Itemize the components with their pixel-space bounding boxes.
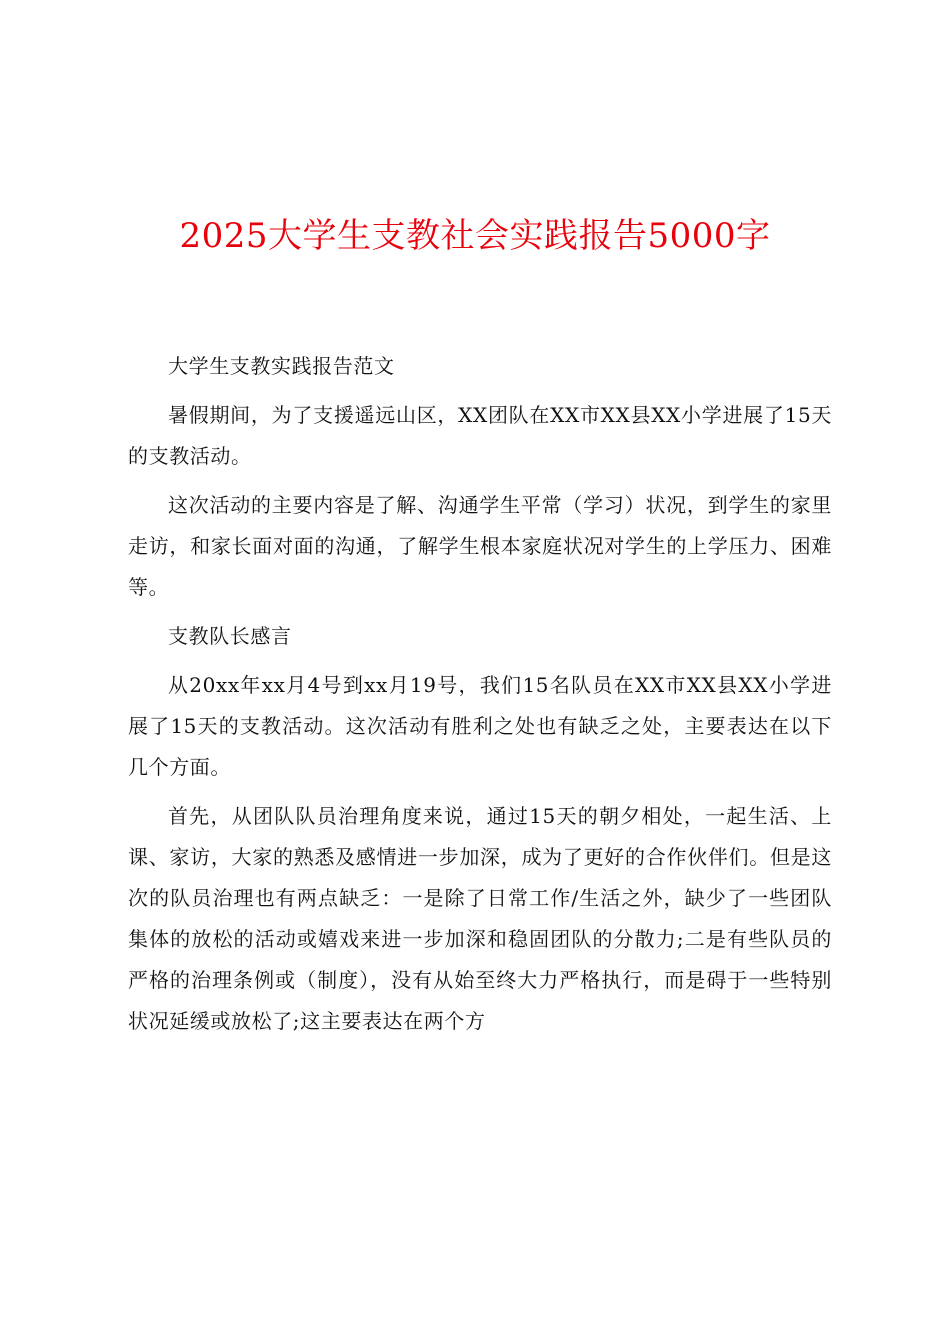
paragraph: 从20xx年xx月4号到xx月19号，我们15名队员在XX市XX县XX小学进展了15天的支教活动。这次活动有胜利之处也有缺乏之处，主要表达在以下几个方面。 bbox=[128, 673, 832, 779]
paragraph: 大学生支教实践报告范文 bbox=[168, 354, 395, 378]
document-body bbox=[128, 346, 832, 1050]
paragraph: 支教队长感言 bbox=[168, 624, 292, 648]
paragraph: 首先，从团队队员治理角度来说，通过15天的朝夕相处，一起生活、上课、家访，大家的熟悉及感情进一步加深，成为了更好的合作伙伴们。但是这次的队员治理也有两点缺乏：一是除了日常工作/生活之外，缺少了一些团队集体的放松的活动或嬉戏来进一步加深和稳固团队的分散力;二是有些队员的严格的治理条例或（制度），没有从始至终大力严格执行，而是碍于一些特别状况延缓或放松了;这主要表达在两个方 bbox=[128, 804, 832, 1033]
document-title: 2025大学生支教社会实践报告5000字 bbox=[179, 216, 771, 256]
paragraph: 暑假期间，为了支援遥远山区，XX团队在XX市XX县XX小学进展了15天的支教活动。 bbox=[128, 403, 832, 468]
paragraph: 这次活动的主要内容是了解、沟通学生平常（学习）状况，到学生的家里走访，和家长面对面的沟通，了解学生根本家庭状况对学生的上学压力、困难等。 bbox=[128, 493, 832, 599]
